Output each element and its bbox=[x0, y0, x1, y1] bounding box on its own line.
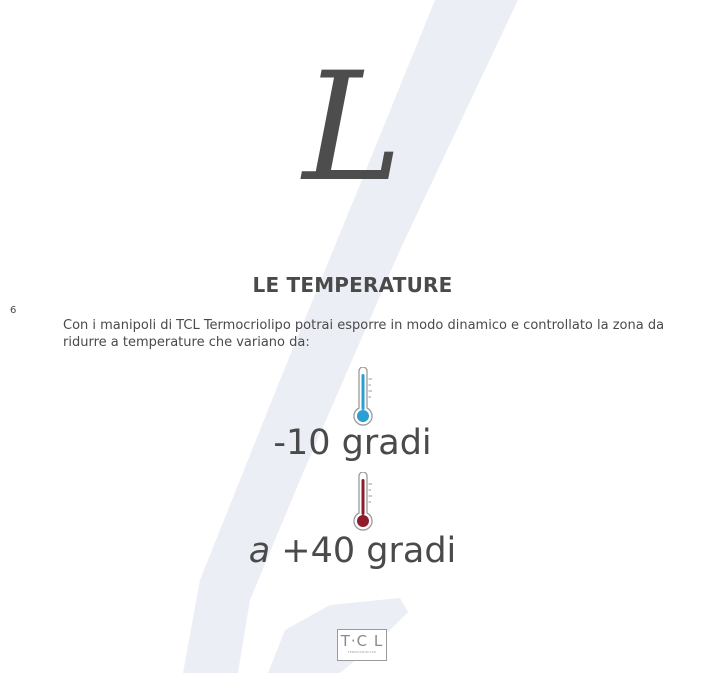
thermometer-cold-icon bbox=[350, 367, 376, 429]
temperature-max-value: +40 gradi bbox=[281, 531, 457, 571]
temperature-max-prefix: a bbox=[248, 531, 271, 571]
section-title: LE TEMPERATURE bbox=[252, 273, 453, 297]
drop-cap-letter: L bbox=[302, 41, 403, 215]
page-number: 6 bbox=[10, 305, 17, 316]
tcl-logo bbox=[337, 629, 387, 661]
temperature-min: -10 gradi bbox=[273, 423, 432, 463]
logo-letters: T·C L bbox=[340, 632, 384, 650]
intro-paragraph: Con i manipoli di TCL Termocriolipo potrai esporre in modo dinamico e controllato la zona da ridurre a temperature che variano da: bbox=[63, 318, 665, 350]
temperature-max bbox=[0, 531, 705, 571]
logo-tagline: TERMOCRIOLIPO bbox=[347, 650, 377, 654]
thermometer-hot-icon bbox=[350, 472, 376, 534]
